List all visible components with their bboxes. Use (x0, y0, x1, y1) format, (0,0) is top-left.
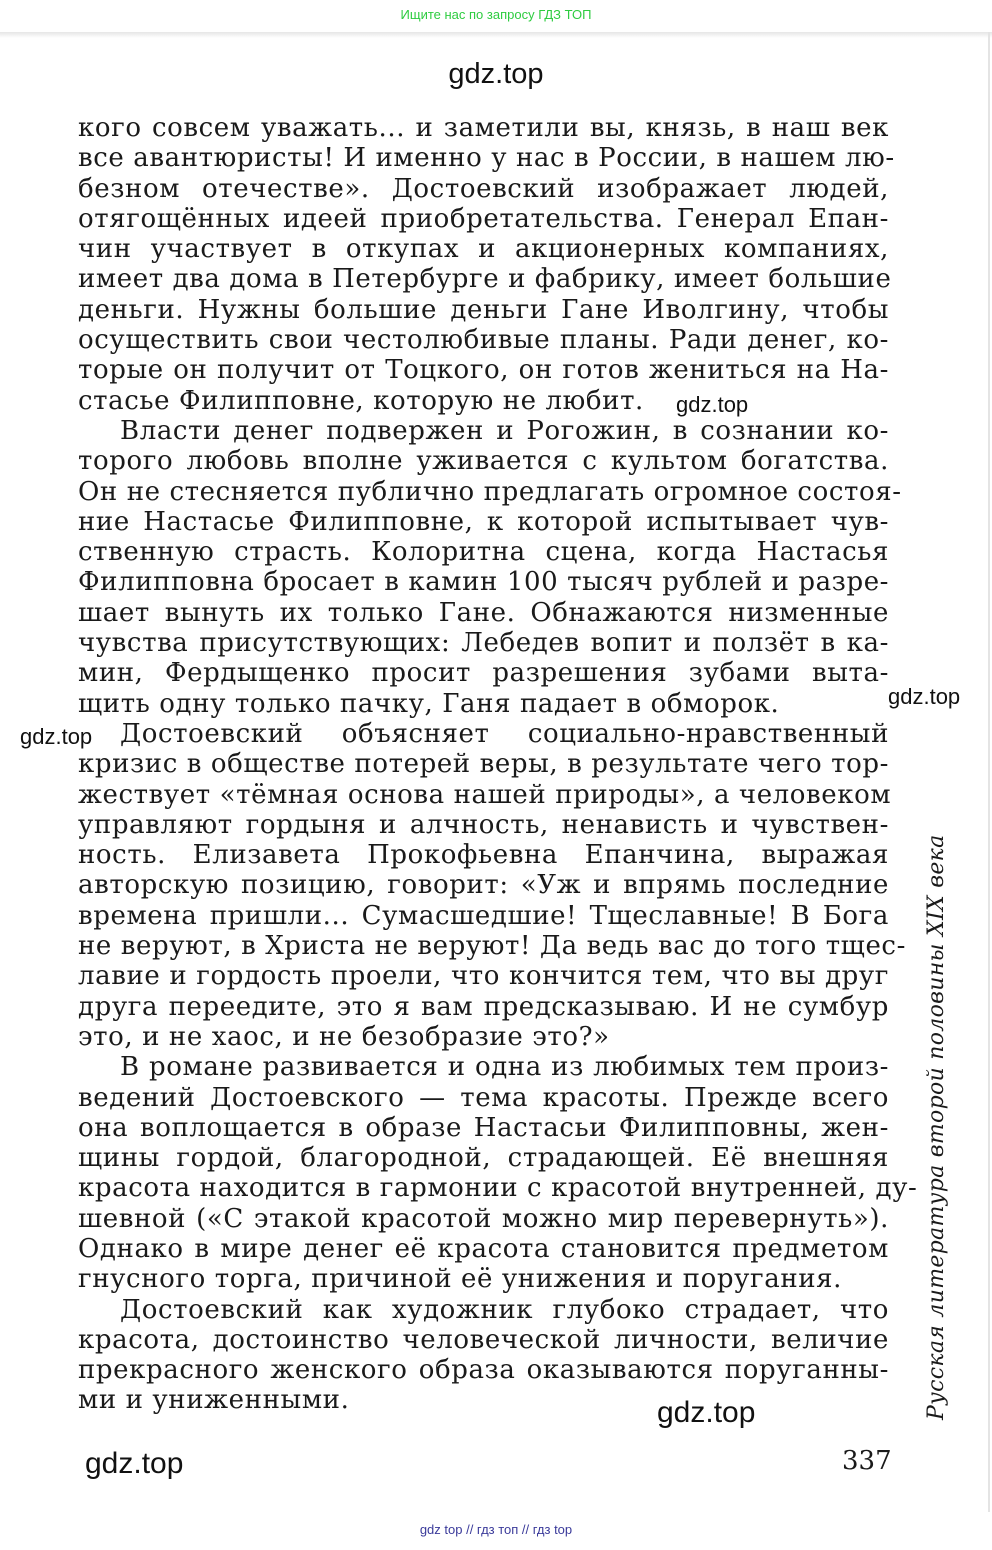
text-line: Он не стесняется публично предлагать огромное состоя- (78, 476, 902, 507)
text-line: осуществить свои честолюбивые планы. Ради денег, ко- (78, 325, 889, 356)
text-line: ведений Достоевского — тема красоты. Прежде всего (78, 1082, 889, 1113)
watermark: gdz.top (676, 392, 749, 417)
paragraph-start-line: Достоевский как художник глубоко страдает, что (120, 1294, 889, 1325)
paragraph-start-line: Достоевский объясняет социально-нравственный (120, 718, 889, 749)
text-line: друга переедите, это я вам предсказываю. И не сумбур (78, 991, 889, 1022)
text-line: гнусного торга, причиной её унижения и поругания. (78, 1264, 843, 1295)
watermark: gdz.top (85, 1447, 184, 1480)
paragraph-start-line: Власти денег подвержен и Рогожин, в сознании ко- (120, 415, 889, 446)
top-banner[interactable]: Ищите нас по запросу ГДЗ ТОП (400, 7, 592, 22)
text-line: ственную страсть. Колоритна сцена, когда Настасья (78, 537, 889, 568)
watermark: gdz.top (888, 684, 961, 709)
text-line: не веруют, в Христа не веруют! Да ведь вас до того тщес- (78, 931, 906, 962)
text-line: чувства присутствующих: Лебедев вопит и ползёт в ка- (78, 628, 889, 659)
text-line: жествует «тёмная основа нашей природы», а человеком (78, 779, 892, 810)
text-line: лавие и гордость проели, что кончится тем, что вы друг (78, 961, 889, 992)
text-line: имеет два дома в Петербурге и фабрику, имеет большие (78, 264, 892, 295)
text-line: щины гордой, благородной, страдающей. Её внешняя (78, 1143, 889, 1174)
text-line: чин участвует в откупах и акционерных компаниях, (78, 234, 889, 265)
text-line: торого любовь вполне уживается с культом богатства. (78, 446, 889, 477)
text-line: деньги. Нужны большие деньги Гане Иволгину, чтобы (78, 294, 889, 325)
watermark: gdz.top (20, 724, 93, 749)
text-line: ние Настасье Филипповне, к которой испытывает чув- (78, 506, 889, 537)
text-line: времена пришли... Сумасшедшие! Тщеславные! В Бога (78, 900, 889, 931)
text-line: шает вынуть их только Гане. Обнажаются низменные (78, 597, 889, 628)
text-line: Филипповна бросает в камин 100 тысяч рублей и разре- (78, 567, 890, 598)
text-line: ми и униженными. (78, 1385, 350, 1416)
text-line: Однако в мире денег её красота становится предметом (78, 1233, 889, 1264)
text-line: щить одну только пачку, Ганя падает в обморок. (78, 688, 780, 719)
text-line: торые он получит от Тоцкого, он готов жениться на На- (78, 355, 889, 386)
text-line: прекрасного женского образа оказываются поруганны- (78, 1355, 889, 1386)
banner-shadow (0, 32, 992, 38)
watermark-header: gdz.top (448, 58, 544, 90)
page-number: 337 (842, 1446, 892, 1476)
side-running-title: Русская литература второй половины XIX века (924, 834, 949, 1420)
footer-links[interactable]: gdz top // гдз топ // гдз top (419, 1522, 573, 1537)
text-line: кризис в обществе потерей веры, в результате чего тор- (78, 749, 889, 780)
body-text (78, 113, 918, 1416)
watermark: gdz.top (657, 1396, 756, 1429)
text-line: стасье Филипповне, которую не любит. (78, 385, 644, 416)
text-line: отягощённых идеей приобретательства. Генерал Епан- (78, 203, 889, 234)
text-line: управляют гордыня и алчность, ненависть и чувствен- (78, 809, 889, 840)
text-line: она воплощается в образе Настасьи Филипповны, жен- (78, 1112, 889, 1143)
text-line: красота, достоинство человеческой личности, величие (78, 1324, 889, 1355)
text-line: это, и не хаос, и не безобразие это?» (78, 1021, 610, 1052)
text-line: ность. Елизавета Прокофьевна Епанчина, выражая (78, 840, 889, 871)
text-line: кого совсем уважать... и заметили вы, князь, в наш век (78, 113, 889, 143)
paragraph-start-line: В романе развивается и одна из любимых тем произ- (120, 1052, 889, 1083)
text-line: красота находится в гармонии с красотой внутренней, ду- (78, 1173, 918, 1204)
text-line: шевной («С этакой красотой можно мир перевернуть»). (78, 1203, 889, 1234)
text-line: мин, Фердыщенко просит разрешения зубами выта- (78, 658, 889, 689)
text-line: безном отечестве». Достоевский изображает людей, (78, 173, 889, 204)
page-edge (988, 32, 990, 1512)
text-line: авторскую позицию, говорит: «Уж и впрямь последние (78, 870, 889, 901)
text-line: все авантюристы! И именно у нас в России, в нашем лю- (78, 143, 895, 174)
